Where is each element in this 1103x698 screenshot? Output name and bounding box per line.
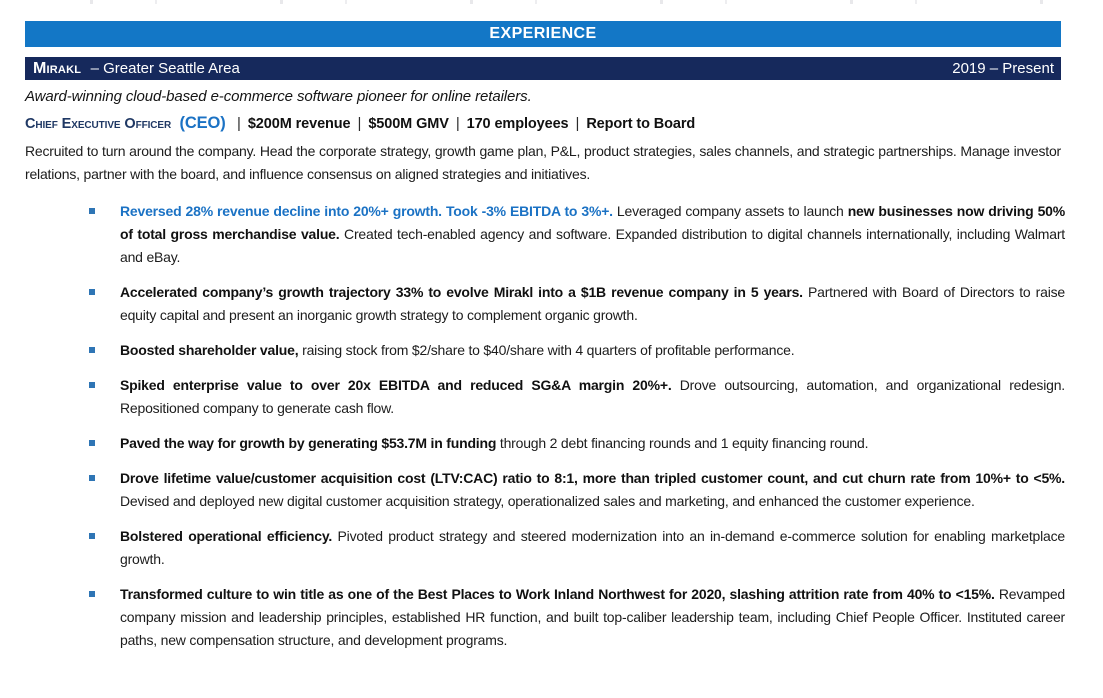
bullet-square-icon [89,591,95,597]
pipe-separator: | [357,115,362,132]
role-stat: $200M revenue [247,116,351,132]
role-title: Chief Executive Officer [25,116,172,132]
bullet-square-icon [89,440,95,446]
achievement-bullet [25,525,1065,571]
bullet-square-icon [89,475,95,481]
bullet-square-icon [89,208,95,214]
bullet-segment-bold: Drove lifetime value/customer acquisition cost (LTV:CAC) ratio to 8:1, more than tripled customer count, and cut churn rate from 10%+ to <5%. [120,470,1065,486]
pipe-separator: | [575,115,580,132]
bullet-segment-regular: Devised and deployed new digital customer acquisition strategy, operationalized sales and marketing, and enhanced the customer experience. [120,493,975,509]
role-stat: $500M GMV [368,116,449,132]
company-header-bar [25,57,1061,80]
bullet-square-icon [89,533,95,539]
achievement-bullet [25,200,1065,269]
pipe-separator: | [455,115,460,132]
achievement-bullet [25,583,1065,652]
role-abbreviation: (CEO) [179,114,226,132]
bullet-segment-regular: Partnered with Board of Directors to raise equity capital and present an inorganic growth strategy to complement organic growth. [120,284,1065,323]
bullet-square-icon [89,289,95,295]
bullet-text [120,435,868,451]
company-location: – Greater Seattle Area [90,60,240,77]
achievement-bullet-list [25,200,1065,652]
achievement-bullet [25,339,1065,362]
bullet-segment-bold: Bolstered operational efficiency. [120,528,333,544]
bullet-segment-regular: Pivoted product strategy and steered modernization into an in-demand e-commerce solution for enabling marketplace growth. [120,528,1065,567]
bullet-text [120,342,794,358]
experience-section [25,0,1065,664]
role-summary: Recruited to turn around the company. Head the corporate strategy, growth game plan, P&L, product strategies, sales channels, and strategic partnerships. Manage investor relations, partner with the board, and influence consensus on aligned strategies and initiatives. [25,143,1061,182]
bullet-segment-bold: Boosted shareholder value, [120,342,299,358]
achievement-bullet [25,432,1065,455]
bullet-square-icon [89,382,95,388]
company-name: Mirakl [33,60,82,77]
bullet-text [120,470,1065,509]
bullet-text [120,284,1065,323]
role-stat: 170 employees [466,116,569,132]
employment-dates: 2019 – Present [952,60,1054,77]
achievement-bullet [25,467,1065,513]
pipe-separator: | [237,115,241,132]
cropped-previous-line-remnant [35,0,1045,4]
section-title: EXPERIENCE [489,25,597,42]
bullet-segment-regular: through 2 debt financing rounds and 1 equity financing round. [496,435,869,451]
bullet-square-icon [89,347,95,353]
bullet-segment-bold: Spiked enterprise value to over 20x EBITDA and reduced SG&A margin 20%+. [120,377,672,393]
bullet-segment-bold: new businesses now driving 50% of total gross merchandise value. [120,203,1065,242]
bullet-segment-regular: Created tech-enabled agency and software. Expanded distribution to digital channels internationally, including Walmart and eBay. [120,226,1065,265]
bullet-text [120,528,1065,567]
bullet-segment-regular: raising stock from $2/share to $40/share with 4 quarters of profitable performance. [298,342,795,358]
bullet-text [120,203,1065,265]
bullet-segment-bold: Transformed culture to win title as one of the Best Places to Work Inland Northwest for 2020, slashing attrition rate from 40% to <15%. [120,586,995,602]
achievement-bullet [25,374,1065,420]
bullet-text [120,586,1065,648]
bullet-segment-regular: Revamped company mission and leadership principles, established HR function, and built top-caliber leadership team, including Chief People Officer. Instituted career paths, new compensation structure, and development programs. [120,586,1065,648]
company-tagline: Award-winning cloud-based e-commerce software pioneer for online retailers. [25,88,532,105]
role-header [25,114,1065,133]
bullet-segment-blue-bold: Reversed 28% revenue decline into 20%+ growth. Took -3% EBITDA to 3%+. [120,203,613,219]
section-header-experience [25,21,1061,47]
bullet-segment-regular: Drove outsourcing, automation, and organizational redesign. Repositioned company to generate cash flow. [120,377,1065,416]
bullet-segment-bold: Accelerated company’s growth trajectory 33% to evolve Mirakl into a $1B revenue company in 5 years. [120,284,803,300]
bullet-text [120,377,1065,416]
company-name-location [33,57,240,80]
bullet-segment-regular: Leveraged company assets to launch [612,203,844,219]
achievement-bullet [25,281,1065,327]
role-stats [230,115,695,132]
bullet-segment-bold: Paved the way for growth by generating $53.7M in funding [120,435,497,451]
role-stat: Report to Board [586,116,696,132]
